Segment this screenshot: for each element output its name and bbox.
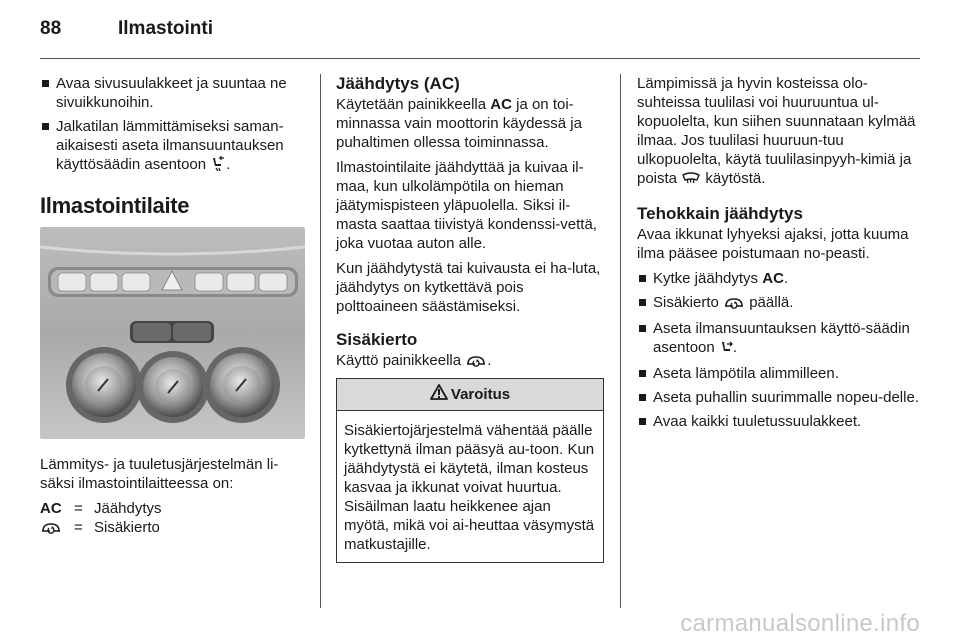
legend-key: AC (40, 500, 62, 517)
section-title: Sisäkierto (336, 330, 418, 349)
warning-box (336, 378, 604, 563)
bullet-item: Aseta ilmansuuntauksen käyttö-säädin asentoon . (637, 319, 919, 359)
air-distribution-face-icon (719, 340, 733, 359)
paragraph: Lämpimissä ja hyvin kosteissa olo-suhteissa tuulilasi voi huuruuntua ul-kopuolelta, kun siihen suunnataan kylmää ilmaa. Jos tuulilasi huuruun-tuu ulkopuolelta, käytä tuulilasinpyyh-kimiä ja poista käytöstä. (637, 74, 919, 190)
defrost-windscreen-icon (681, 171, 701, 190)
column-divider (320, 74, 321, 608)
warning-header (337, 379, 603, 411)
bullet-item: Jalkatilan lämmittämiseksi saman-aikaisesti aseta ilmansuuntauksen käyttösäädin asentoon . (40, 117, 305, 176)
paragraph: Kun jäähdytystä tai kuivausta ei ha-luta, jäähdytys on kytkettävä pois polttoaineen säästämiseksi. (336, 260, 601, 315)
page-title: Ilmastointi (118, 18, 214, 39)
section-title: Tehokkain jäähdytys (637, 204, 803, 223)
header-rule (40, 58, 920, 59)
air-distribution-foot-windscreen-icon (210, 156, 226, 176)
legend-value: Sisäkierto (94, 519, 160, 536)
legend-row: AC = Jäähdytys (40, 500, 162, 517)
page-number: 88 (40, 18, 62, 39)
warning-triangle-icon (430, 384, 448, 405)
bullet-item: Avaa kaikki tuuletussuulakkeet. (637, 412, 919, 431)
paragraph: Ilmastointilaite jäähdyttää ja kuivaa il-maa, kun ulkolämpötila on hieman jäätymispisteen yläpuolella. Siksi il-masta saattaa tiivistyä kondenssi-vettä, joka vuotaa auton alle. (336, 159, 597, 252)
paragraph: Avaa ikkunat lyhyeksi ajaksi, jotta kuuma ilma pääsee poistumaan no-peasti. (637, 226, 909, 262)
photo-caption: Lämmitys- ja tuuletusjärjestelmän li-säksi ilmastointilaitteessa on: (40, 456, 279, 492)
section-title: Ilmastointilaite (40, 193, 190, 218)
section-title: Jäähdytys (AC) (336, 74, 460, 93)
warning-title: Varoitus (450, 386, 511, 403)
recirculation-icon (40, 520, 62, 539)
paragraph: Käytetään painikkeella AC ja on toi-minnassa vain moottorin käydessä ja puhaltimen ollessa toiminnassa. (336, 96, 582, 151)
bullet-item: Kytke jäähdytys AC. (637, 269, 919, 288)
climate-control-photo (40, 227, 305, 439)
warning-text: Sisäkiertojärjestelmä vähentää päälle kytkettynä ilman pääsyä au-toon. Kun jäähdytystä ei käytetä, ilman kosteus kasvaa ja ikkunat voivat huurtua. Sisäilman laatu heikkenee ajan myötä, mikä voi ai-heuttaa väsymystä matkustajille. (344, 422, 595, 553)
recirculation-icon (465, 353, 487, 372)
bullet-item: Avaa sivusuulakkeet ja suuntaa ne sivuikkunoihin. (40, 74, 305, 112)
column-3 (637, 74, 919, 436)
column-divider (620, 74, 621, 608)
paragraph: Käyttö painikkeella . (336, 351, 604, 372)
legend-row: = Sisäkierto (40, 518, 305, 539)
bullet-item: Aseta puhallin suurimmalle nopeu-delle. (637, 388, 919, 407)
bullet-item: Aseta lämpötila alimmilleen. (637, 364, 919, 383)
recirculation-icon (723, 295, 745, 314)
bullet-item: Sisäkierto päällä. (637, 293, 919, 314)
watermark[interactable]: carmanualsonline.info (680, 610, 920, 637)
column-2 (336, 74, 604, 563)
legend-value: Jäähdytys (94, 500, 162, 517)
column-1 (40, 74, 305, 539)
